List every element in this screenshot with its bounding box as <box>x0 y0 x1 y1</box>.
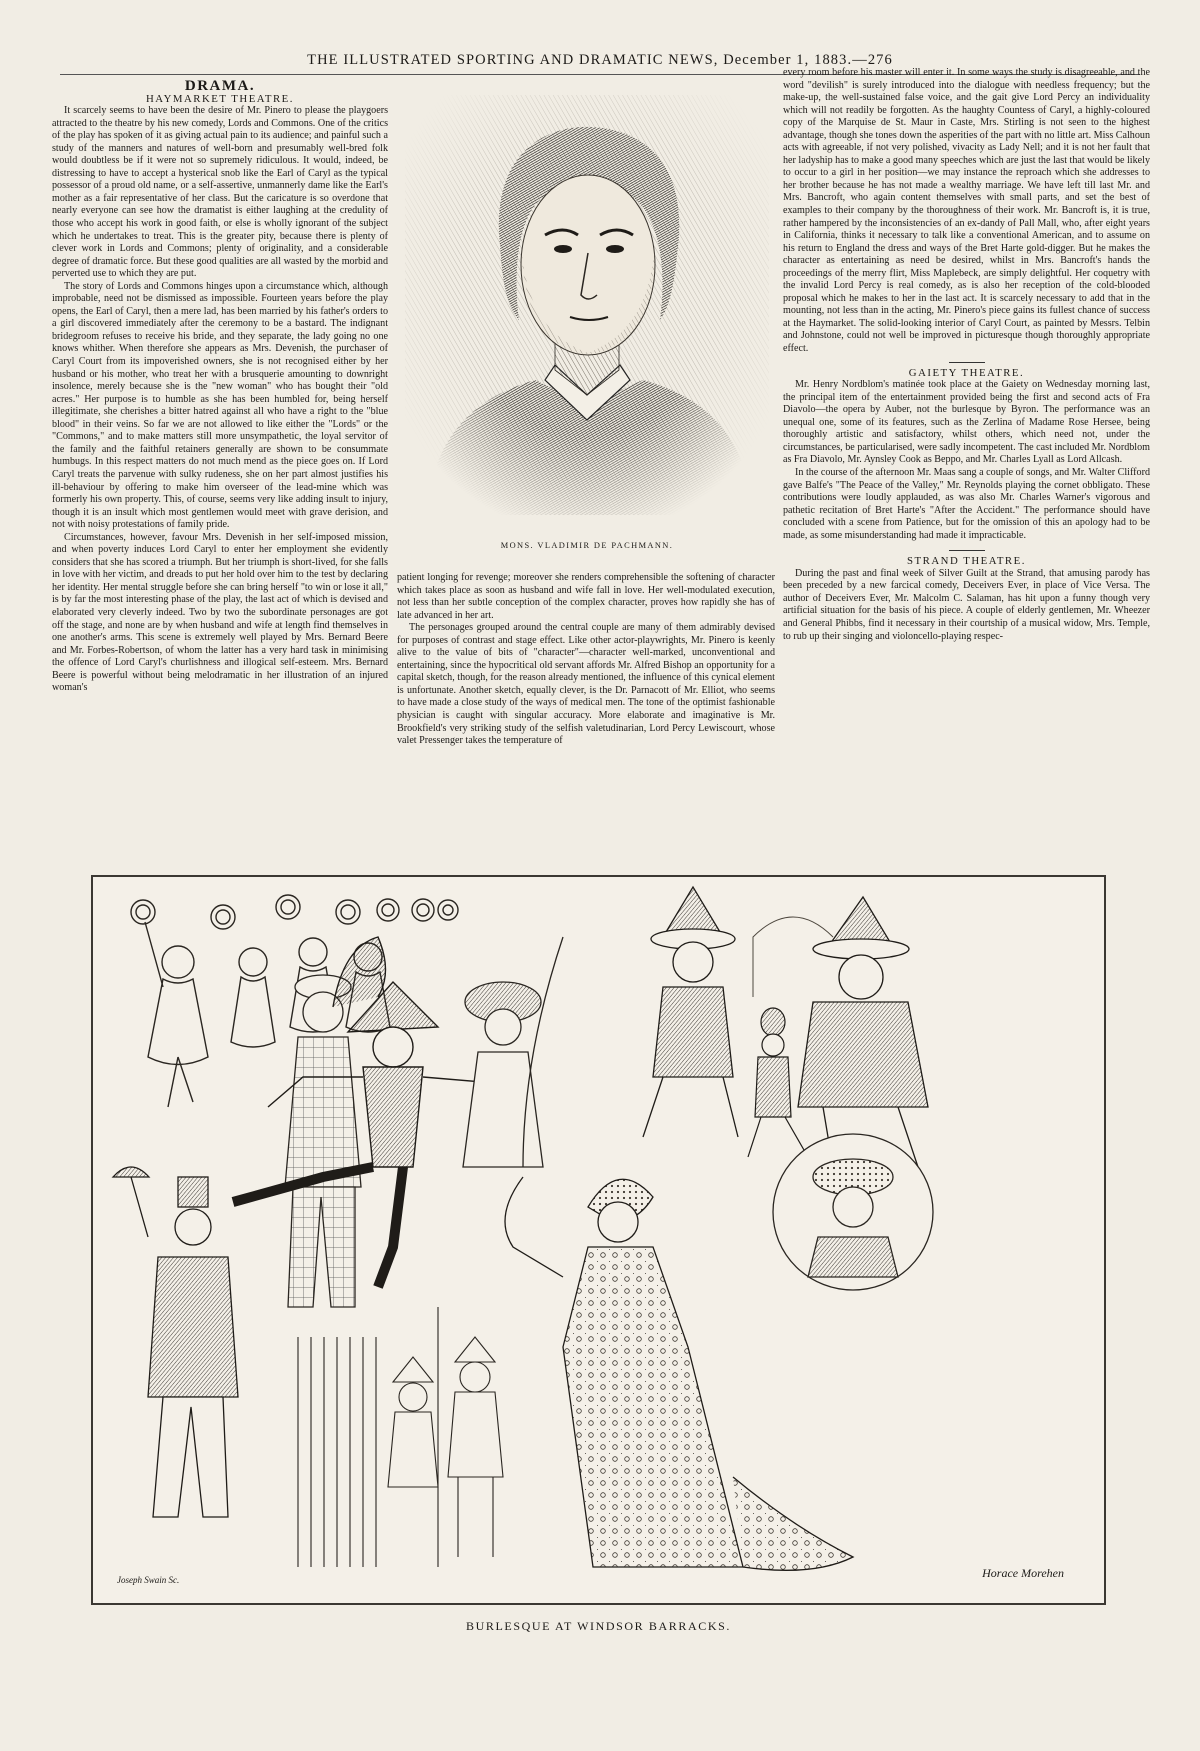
paragraph: Circumstances, however, favour Mrs. Devenish in her self-imposed mission, and when poverty induces Lord Caryl to enter her employment she evidently considers that she has scored a triumph. But her triumph is short-lived, for she falls in love with her victim, and dreads to put her hold over him to the test by declaring her identity. Her mental struggle before she can bring herself "to win or lose it all," is by far the most interesting phase of the play, the last act of which is devised and elaborated very cleverly indeed. Two by two the subordinate personages are got off the stage, and none are by when husband and wife at length find themselves in one another's arms. This scene is extremely well played by Mrs. Bernard Beere and Mr. Forbes-Robertson, of whom the latter has a very hard task in minimising the offence of Lord Caryl's churlishness and illogical self-esteem. Mrs. Bernard Beere is powerful without being melodramatic in her illustration of an injured woman's <box>52 531 388 694</box>
haymarket-heading: HAYMARKET THEATRE. <box>146 92 294 105</box>
pilgrim-figure <box>798 897 928 1167</box>
strand-heading: STRAND THEATRE. <box>907 555 1026 568</box>
paragraph: The story of Lords and Commons hinges upon a circumstance which, although improbable, need not be dismissed as impossible. Fourteen years before the play opens, the Earl of Caryl, then a mere lad, has been married by his father's orders to a girl discovered immediately after the ceremony to be a bastard. The indignant bridegroom refuses to receive his bride, and they separate, the lady going no one knows whither. When therefore she appears as Mrs. Devenish, the purchaser of Caryl Court from its impoverished owners, she is not recognised either by her husband or his mother, who treat her with a brusquerie amounting to downright insolence, merely because she is the "new woman" who has bought their "old acres." Her purpose is to humble as she has been humbled for, being herself illegitimate, she cherishes a bitter hatred against all who have a right to the "blue blood" in their veins. So far we are not allowed to like either the "Lords" or the "Commons," and to make matters still more unsympathetic, the loyal servitor of the family and the faithful retainers generally are shown to be consummate humbugs. In this respect matters do not much mend as the piece goes on. If Lord Caryl treats the parvenue with sulky rudeness, she on her part almost justifies his ill-behaviour by offering to make him overseer of the lead-mine which was formerly his own property. This, of course, seems very like adding insult to injury, though it is an insult which most gentlemen would meet with grave derision, and not with noisy protestations of family pride. <box>52 280 388 531</box>
policeman-figure <box>748 1008 808 1157</box>
burlesque-illustration <box>91 875 1106 1605</box>
right-column <box>783 67 1150 818</box>
feathered-hat-figure <box>643 887 738 1137</box>
illustration-drawing <box>93 877 1104 1603</box>
divider <box>949 362 985 363</box>
portrait-engraving <box>405 95 769 515</box>
engraver-signature: Joseph Swain Sc. <box>117 1575 180 1585</box>
masthead: THE ILLUSTRATED SPORTING AND DRAMATIC NEWS, December 1, 1883.—276 <box>307 52 893 68</box>
leaping-dancer-figure <box>233 937 503 1287</box>
gentleman-with-umbrella <box>113 1167 238 1517</box>
paragraph: The personages grouped around the central couple are many of them admirably devised for purposes of contrast and stage effect. Like other actor-playwrights, Mr. Pinero is keenly alive to the value of bits of "character"—character well-marked, unconventional and entertaining, since the hypocritical old servant affords Mr. Alfred Bishop an opportunity for a capital sketch, though, for the reason already mentioned, the influence of this cynical element is unfortunate. Another sketch, equally clever, is the Dr. Parnacott of Mr. Elliot, who seems to have made a close study of the ways of medical men. The tone of the optimist fashionable physician is caught with singular accuracy. More elaborate and imaginative is Mr. Brookfield's very striking study of the selfish valetudinarian, Lord Percy Lewiscourt, whose valet Pressenger takes the temperature of <box>397 622 775 747</box>
left-column <box>52 80 388 818</box>
middle-column <box>397 572 775 818</box>
archway-sketch <box>753 917 833 997</box>
paragraph: every room before his master will enter it. In some ways the study is disagreeable, and the word "devilish" is surely introduced into the dialogue with needless frequency; but the make-up, the well-sustained false voice, and the gait give Lord Percy an individuality which will not readily be forgotten. As the haughty Countess of Caryl, a highly-coloured copy of the Marquise de St. Maur in Caste, Mrs. Stirling is not seen to the highest advantage, though she tones down the asperities of the part with no little art. Miss Calhoun acts with agreeable, if not very polished, vivacity as Lady Nell; and it is not her fault that her ladyship has to make a good many speeches which are just the last that would be likely to occur to a girl in her position—we may instance the reproach which she addresses to her brother because he has not made a wealthy marriage. We have left till last Mr. and Mrs. Bancroft, who again content themselves with small parts, and set the best of examples to their company by the thoroughness of their work. Mr. Bancroft is, it is true, rather hampered by the inconsistencies of an ex-dandy of Pall Mall, who, after eight years in California, thinks it necessary to talk like a conventional American, and to assume on his return to England the dress and ways of the Bret Harte gold-digger. But he makes the character as entertaining as need be desired, whilst in Mrs. Bancroft's hands the proceedings of the merry flirt, Miss Maplebeck, are simply delightful. Her coquetry with the invalid Lord Percy is real comedy, as is also her reception of the cold-blooded proposal which he makes to her in the last act. It is scarcely necessary to add that in the mounting, not less than in the acting, Mr. Pinero's piece gains its fullest chance of success at the Haymarket. The solid-looking interior of Caryl Court, as painted by Messrs. Telbin and Johnstone, could not well be improved in picturesque though thoroughly appropriate effect. <box>783 67 1150 355</box>
illustration-caption: BURLESQUE AT WINDSOR BARRACKS. <box>466 1619 731 1633</box>
oval-vignette-portrait <box>773 1134 933 1290</box>
archer-lady-figure <box>463 937 563 1167</box>
drama-title: DRAMA. <box>184 80 256 94</box>
paragraph: patient longing for revenge; moreover she renders comprehensible the softening of character which takes place as soon as husband and wife fall in love. Her well-modulated execution, not less than her subtle conception of the complex character, proves how rapidly she has of late advanced in her art. <box>397 572 775 621</box>
divider <box>949 550 985 551</box>
soldiers-group <box>298 1307 503 1567</box>
gaiety-heading: GAIETY THEATRE. <box>908 366 1025 379</box>
paragraph: In the course of the afternoon Mr. Maas sang a couple of songs, and Mr. Walter Clifford gave Balfe's "The Peace of the Valley," Mr. Reynolds playing the cornet obbligato. These contributions were loudly applauded, as was also Mr. Charles Warner's vigorous and pathetic recitation of Bret Harte's "After the Accident." The performance should have concluded with a scene from Patience, but for the omission of this an apology had to be made, as some misunderstanding had made it impracticable. <box>783 466 1150 541</box>
paragraph: During the past and final week of Silver Guilt at the Strand, that amusing parody has been preceded by a new farcical comedy, Deceivers Ever, in place of Vice Versa. The author of Deceivers Ever, Mr. Malcolm C. Salaman, has hit upon a funny though very artificial situation for the basis of his piece. A couple of elderly gentlemen, Mr. Wheezer and General Phibbs, find it necessary in their courtship of a musical widow, Mrs. Temple, to rub up their singing and violoncello-playing respec- <box>783 567 1150 642</box>
paragraph: Mr. Henry Nordblom's matinée took place at the Gaiety on Wednesday morning last, the principal item of the entertainment provided being the first and second acts of Fra Diavolo—the opera by Auber, not the burlesque by Byron. The performance was an unequal one, some of its features, such as the Zerlina of Madame Rose Hersee, being thoroughly artistic and satisfactory, whilst others, which need not, under the circumstances, be particularised, were sadly incompetent. The cast included Mr. Nordblom as Fra Diavolo, Mr. Aynsley Cook as Beppo, and Mr. Charles Lyall as Lord Allcash. <box>783 379 1150 466</box>
paragraph: It scarcely seems to have been the desire of Mr. Pinero to please the playgoers attracted to the theatre by his new comedy, Lords and Commons. One of the critics of the play has spoken of it as giving actual pain to its audience; and painful such a study of the manners and natures of well-born and presumably well-bred folk would doubtless be if it were not so supremely ridiculous. It would, indeed, be distressing to have to accept a hysterical snob like the Earl of Caryl as the typical possessor of a proud old name, or a self-assertive, unmannerly dame like the Earl's mother as a fair representative of her class. But the caricature is so overdone that nearly everyone can see how the dramatist is either laughing at the credulity of those who accept his work in good faith, or else is wholly ignorant of the subject which he undertakes to treat. This is the greater pity, because there is plenty of clever work in Lords and Commons; plenty of originality, and a considerable degree of dramatic force. But these good qualities are all wasted by the morbid and perverted use to which they are put. <box>52 105 388 280</box>
portrait-caption: MONS. VLADIMIR DE PACHMANN. <box>500 541 674 550</box>
artist-signature: Horace Morehen <box>982 1566 1064 1580</box>
